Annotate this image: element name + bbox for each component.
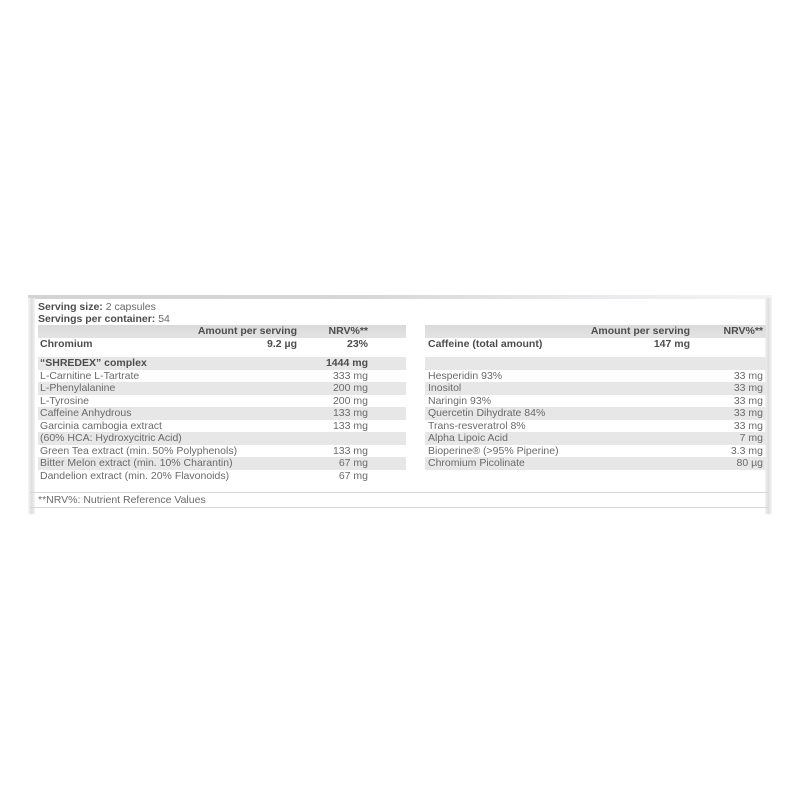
ingredient-name: Naringin 93% <box>428 394 492 407</box>
ingredients-table-right <box>425 325 766 470</box>
amount-per-serving-header: Amount per serving <box>197 325 297 337</box>
column-header-row <box>38 325 406 338</box>
ingredient-amount: 133 mg <box>332 419 368 432</box>
ingredient-name: Bitter Melon extract (min. 10% Charantin) <box>40 457 233 469</box>
serving-size-value: 2 capsules <box>105 301 156 313</box>
column-header-row <box>425 325 766 338</box>
ingredient-row <box>38 357 406 370</box>
supplement-facts-label <box>28 295 772 525</box>
ingredient-amount: 33 mg <box>733 369 763 382</box>
ingredient-name: Hesperidin 93% <box>428 369 503 382</box>
ingredient-name: Dandelion extract (min. 20% Flavonoids) <box>40 469 230 482</box>
ingredient-name: Chromium Picolinate <box>428 457 525 469</box>
column-header-spacer <box>40 325 198 338</box>
ingredient-amount: 200 mg <box>332 382 368 394</box>
ingredient-amount: 67 mg <box>338 469 368 482</box>
ingredient-amount: 200 mg <box>332 394 368 407</box>
ingredient-amount: 133 mg <box>332 444 368 457</box>
serving-info <box>38 302 170 325</box>
servings-per-container-label: Servings per container: <box>38 312 156 325</box>
ingredient-nrv <box>690 338 763 351</box>
ingredient-name: Quercetin Dihydrate 84% <box>428 407 546 419</box>
ingredient-rows <box>38 357 406 482</box>
ingredient-nrv: 23% <box>346 338 368 350</box>
ingredients-table-left <box>38 325 406 482</box>
ingredient-amount: 33 mg <box>733 407 763 419</box>
ingredient-amount: 7 mg <box>739 432 763 444</box>
ingredient-amount: 133 mg <box>332 407 368 419</box>
nrv-header: NRV%** <box>328 325 368 337</box>
ingredient-name: “SHREDEX” complex <box>40 357 147 369</box>
nrv-footnote: **NRV%: Nutrient Reference Values <box>30 492 768 508</box>
ingredient-name: Bioperine® (>95% Piperine) <box>428 444 559 457</box>
ingredient-name: Trans-resveratrol 8% <box>428 419 526 432</box>
ingredient-name: Inositol <box>428 382 462 394</box>
ingredient-name: L-Tyrosine <box>40 394 90 407</box>
amount-per-serving-header: Amount per serving <box>590 325 690 337</box>
ingredient-row <box>425 457 766 470</box>
ingredient-name: Caffeine Anhydrous <box>40 407 132 419</box>
ingredient-rows <box>425 357 766 470</box>
ingredient-row <box>38 382 406 395</box>
ingredient-row <box>425 432 766 445</box>
primary-nutrient-row <box>425 338 766 351</box>
ingredient-amount: 33 mg <box>733 419 763 432</box>
label-right-edge <box>765 298 772 514</box>
serving-size-label: Serving size: <box>38 301 103 313</box>
ingredient-row <box>425 357 766 370</box>
ingredient-amount: 67 mg <box>338 457 368 469</box>
servings-per-container-line <box>38 314 170 326</box>
ingredient-name: L-Phenylalanine <box>40 382 116 394</box>
ingredient-row <box>425 382 766 395</box>
ingredient-row <box>38 395 406 408</box>
primary-nutrient-row <box>38 338 406 351</box>
ingredient-amount: 333 mg <box>332 369 368 382</box>
ingredient-name: Green Tea extract (min. 50% Polyphenols) <box>40 444 238 457</box>
ingredient-name: Caffeine (total amount) <box>428 338 543 350</box>
ingredient-row <box>425 445 766 458</box>
ingredient-name: Chromium <box>40 338 93 350</box>
ingredient-name <box>428 357 763 370</box>
ingredient-amount: 33 mg <box>733 382 763 394</box>
ingredient-row <box>38 445 406 458</box>
ingredient-row <box>425 407 766 420</box>
ingredient-name: Alpha Lipoic Acid <box>428 432 508 444</box>
ingredient-amount: 9.2 µg <box>267 338 297 350</box>
ingredient-name: L-Carnitine L-Tartrate <box>40 369 140 382</box>
ingredient-row <box>38 407 406 420</box>
label-left-edge <box>28 298 35 514</box>
ingredient-row <box>38 420 406 433</box>
ingredient-row <box>38 470 406 483</box>
ingredient-amount: 1444 mg <box>325 357 368 369</box>
ingredient-row <box>38 457 406 470</box>
ingredient-row <box>38 432 406 445</box>
ingredient-amount: 147 mg <box>653 338 690 350</box>
servings-per-container-value: 54 <box>158 312 170 325</box>
label-top-edge <box>28 295 772 299</box>
ingredient-row <box>425 420 766 433</box>
ingredient-amount: 33 mg <box>733 394 763 407</box>
ingredient-row <box>425 395 766 408</box>
ingredient-amount: 80 µg <box>736 457 763 469</box>
ingredient-name: Garcinia cambogia extract <box>40 419 162 432</box>
ingredient-row <box>38 370 406 383</box>
nrv-header: NRV%** <box>723 325 763 337</box>
ingredient-row <box>425 370 766 383</box>
ingredient-name: (60% HCA: Hydroxycitric Acid) <box>40 432 182 444</box>
ingredient-amount: 3.3 mg <box>730 444 763 457</box>
column-header-spacer <box>428 325 591 338</box>
